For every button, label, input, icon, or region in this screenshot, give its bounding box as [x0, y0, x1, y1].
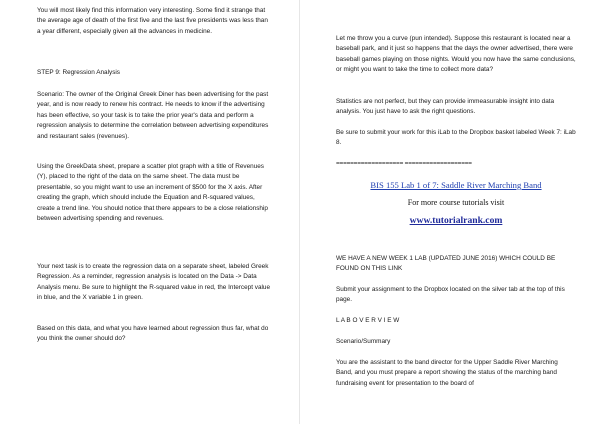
instructions-paragraph: Using the GreekData sheet, prepare a scatter plot graph with a title of Revenues (Y), placed to the right of the data on the same sheet. The data must be presentable, so you might want to use an increment of $500 for the X axis. After creating the graph, which should include the Equation and R-squared values, create a trend line. You should notice that there appears to be a close relationship between advertising spending and revenues.: [37, 163, 268, 223]
scenario-summary-heading: Scenario/Summary: [336, 338, 391, 345]
statistics-paragraph: Statistics are not perfect, but they can provide immeasurable insight into data analysis. You just have to ask the right questions.: [336, 98, 555, 116]
new-week-notice: WE HAVE A NEW WEEK 1 LAB (UPDATED JUNE 2016) WHICH COULD BE FOUND ON THIS LINK: [336, 255, 556, 273]
dropbox-paragraph: Submit your assignment to the Dropbox located on the silver tab at the top of this page.: [336, 286, 565, 304]
submit-paragraph: Be sure to submit your work for this iLab to the Dropbox basket labeled Week 7: iLab 8.: [336, 129, 576, 147]
next-task-paragraph: Your next task is to create the regression data on a separate sheet, labeled Greek Regression. As a reminder, regression analysis is located on the Data -> Data Analysis menu. Be sure to highlight the R-squared value in red, the Intercept value in blue, and the X variable 1 in green.: [37, 263, 271, 302]
tutorialrank-link[interactable]: www.tutorialrank.com: [409, 215, 503, 226]
scenario-paragraph: Scenario: The owner of the Original Greek Diner has been advertising for the past year, and is now ready to renew his contract. He needs to know if the advertising has been effective, so your task is to take the prior year's data and perform a regression analysis to determine the correlation between advertising expenditures and restaurant sales (revenues).: [37, 91, 269, 140]
more-tutorials-text: For more course tutorials visit: [407, 198, 505, 207]
assistant-paragraph: You are the assistant to the band director for the Upper Saddle River Marching Band, and you must prepare a report showing the status of the marching band fundraising event for presentation to the board of: [336, 359, 558, 387]
curve-paragraph: Let me throw you a curve (pun intended). Suppose this restaurant is located near a baseball park, and it just so happens that the days the owner advertised, there were baseball games playing on those nights. Would you now have the same conclusions, or might you want to take the time to collect more data?: [336, 35, 576, 74]
lab-link[interactable]: BIS 155 Lab 1 of 7: Saddle River Marching Band: [370, 180, 542, 190]
step-heading: STEP 9: Regression Analysis: [37, 69, 120, 76]
separator-line: =================== ===================: [336, 160, 472, 167]
right-page: [300, 0, 600, 424]
lab-overview-heading: L A B O V E R V I E W: [336, 317, 400, 324]
question-paragraph: Based on this data, and what you have learned about regression thus far, what do you think the owner should do?: [37, 325, 269, 343]
intro-paragraph: You will most likely find this information very interesting. Some find it strange that the average age of death of the first five and the last five presidents was less than a year different, especially given all the advances in medicine.: [37, 7, 268, 35]
